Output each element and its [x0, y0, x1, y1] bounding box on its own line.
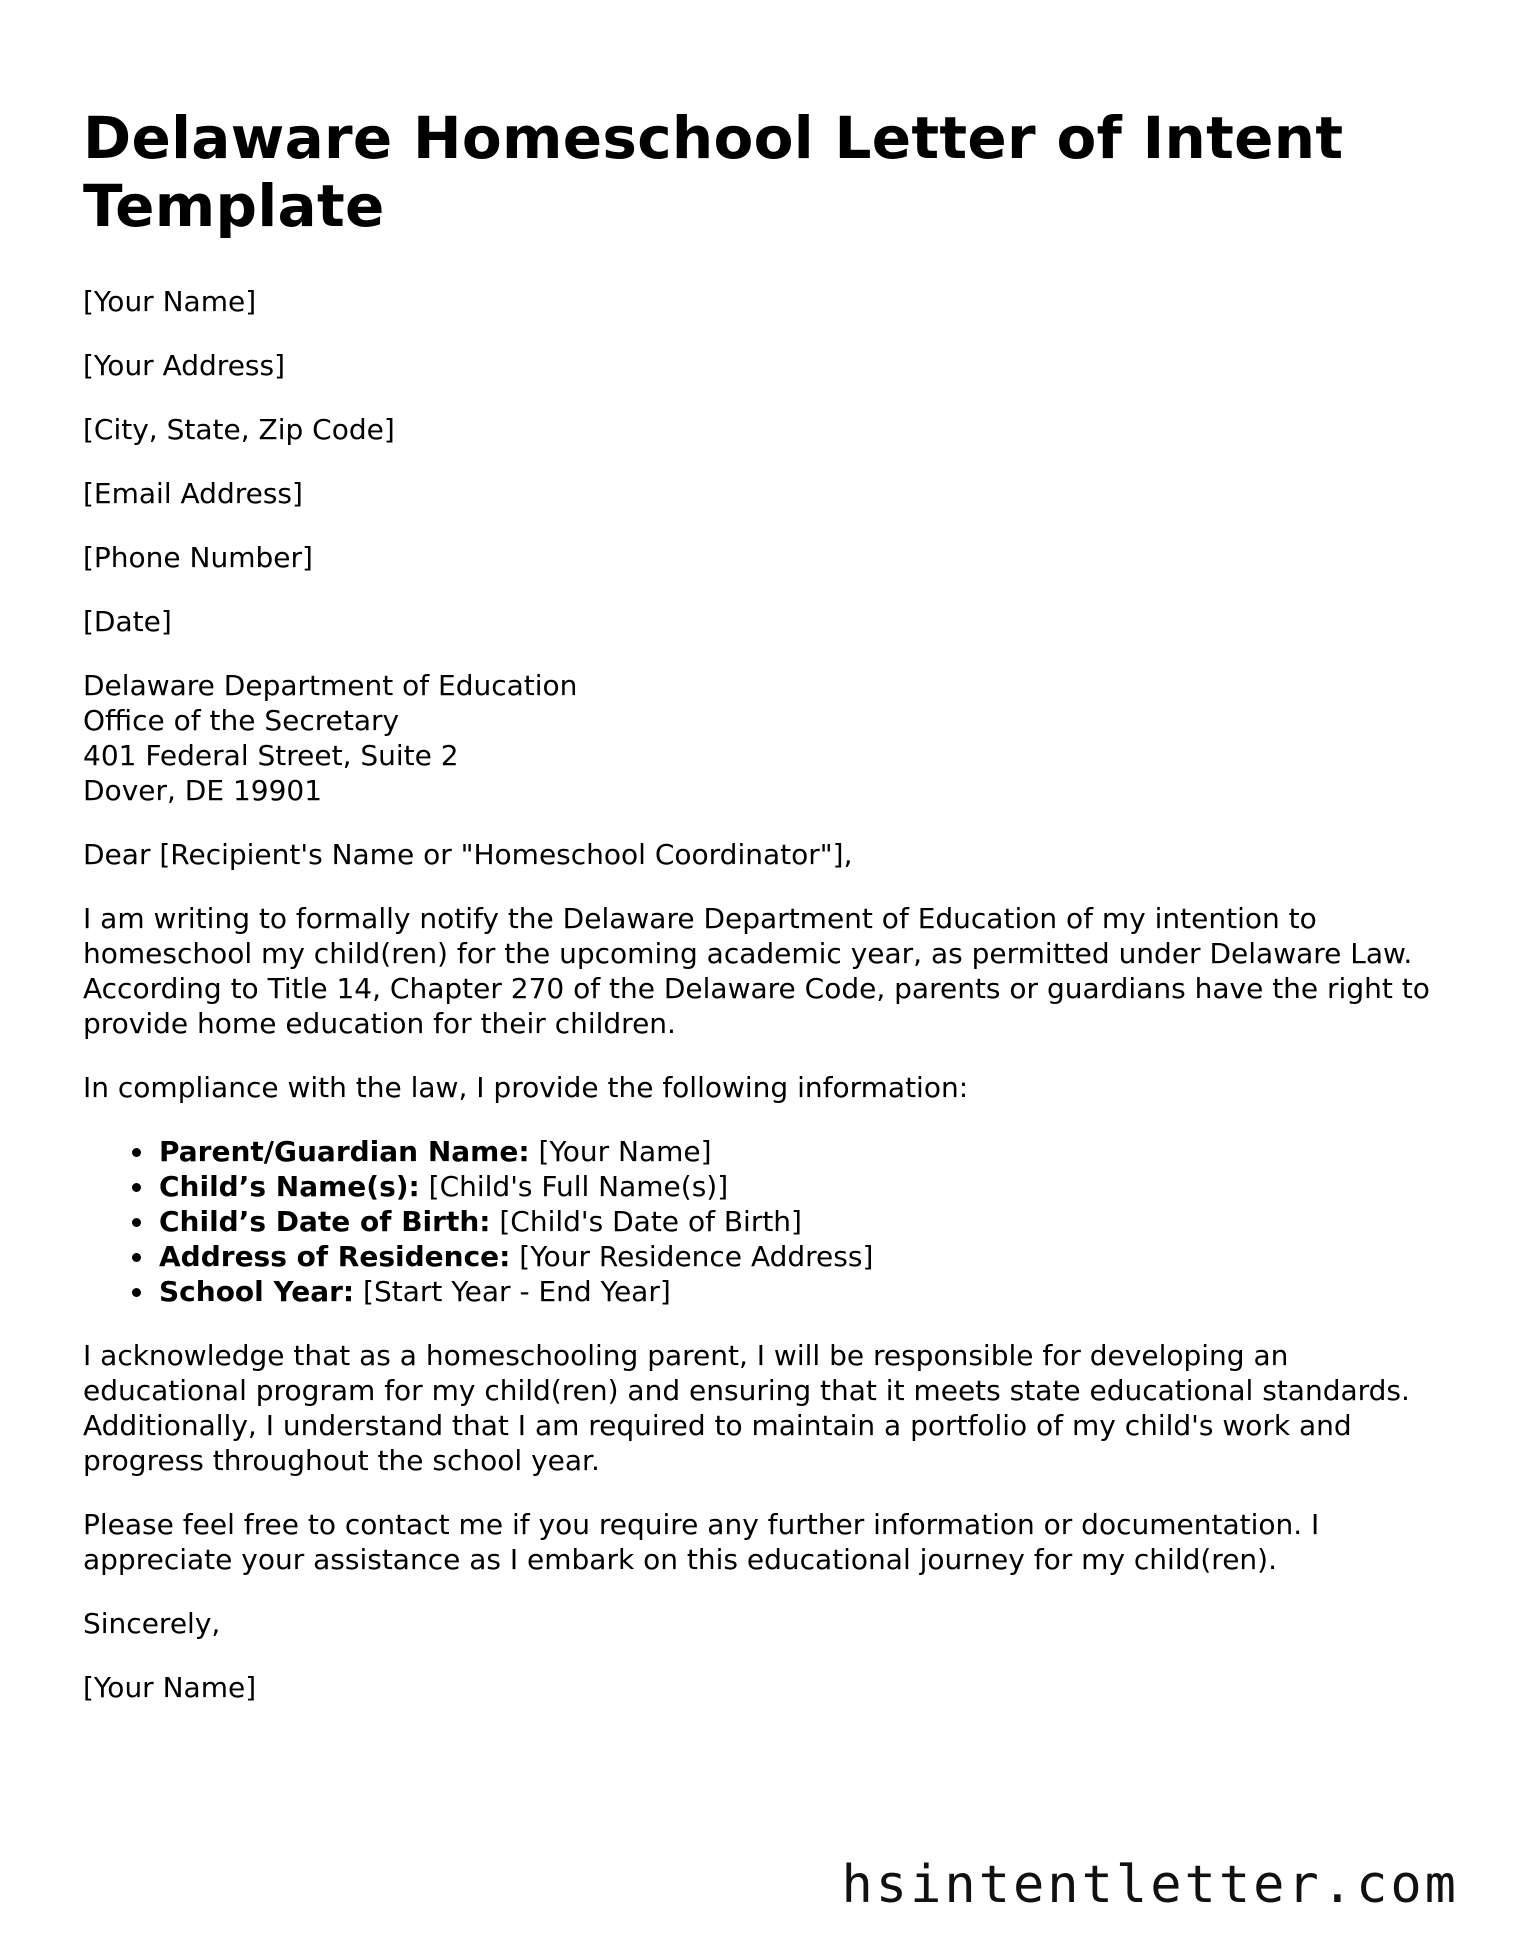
- list-item-value: [Your Name]: [538, 1135, 712, 1168]
- signature: [Your Name]: [83, 1671, 257, 1704]
- list-item-label: Parent/Guardian Name:: [159, 1135, 530, 1168]
- acknowledge-paragraph: I acknowledge that as a homeschooling parent, I will be responsible for developing an educational program for my child(ren) and ensuring that it meets state educational standards. Additionally, I understand that I am required to maintain a portfolio of my child's work and progress throughout the school year.: [83, 1339, 1410, 1477]
- sender-city-state-zip: [City, State, Zip Code]: [83, 413, 395, 446]
- list-item-value: [Child's Full Name(s)]: [428, 1170, 729, 1203]
- letter-date: [Date]: [83, 605, 172, 638]
- list-item-label: Child’s Name(s):: [159, 1170, 420, 1203]
- list-item-label: School Year:: [159, 1275, 355, 1308]
- list-item-label: Address of Residence:: [159, 1240, 511, 1273]
- recipient-city: Dover, DE 19901: [83, 774, 323, 807]
- intro-paragraph: I am writing to formally notify the Delaware Department of Education of my intention to homeschool my child(ren) for the upcoming academic year, as permitted under Delaware Law. According to Title 14, Chapter 270 of the Delaware Code, parents or guardians have the right to provide home education for their children.: [83, 902, 1430, 1040]
- salutation: Dear [Recipient's Name or "Homeschool Coordinator"],: [83, 838, 853, 871]
- closing: Sincerely,: [83, 1607, 221, 1640]
- info-list: [83, 1134, 1443, 1309]
- recipient-address: [83, 668, 1443, 808]
- compliance-paragraph: In compliance with the law, I provide the following information:: [83, 1071, 969, 1104]
- sender-phone: [Phone Number]: [83, 541, 313, 574]
- list-item-value: [Your Residence Address]: [519, 1240, 874, 1273]
- list-item-value: [Start Year - End Year]: [363, 1275, 671, 1308]
- list-item-school-year: [156, 1274, 1443, 1309]
- recipient-office: Office of the Secretary: [83, 704, 400, 737]
- footer-brand: hsintentletter.com: [841, 1855, 1459, 1915]
- contact-paragraph: Please feel free to contact me if you require any further information or documentation. I appreciate your assistance as I embark on this educational journey for my child(ren).: [83, 1508, 1320, 1576]
- recipient-street: 401 Federal Street, Suite 2: [83, 739, 459, 772]
- sender-address: [Your Address]: [83, 349, 286, 382]
- sender-name: [Your Name]: [83, 285, 257, 318]
- recipient-org: Delaware Department of Education: [83, 669, 578, 702]
- list-item-residence: [156, 1239, 1443, 1274]
- page-title: Delaware Homeschool Letter of Intent Template: [83, 104, 1344, 240]
- list-item-child-names: [156, 1169, 1443, 1204]
- letter-document: [83, 104, 1443, 1734]
- list-item-value: [Child's Date of Birth]: [499, 1205, 802, 1238]
- list-item-child-dob: [156, 1204, 1443, 1239]
- list-item-parent-name: [156, 1134, 1443, 1169]
- list-item-label: Child’s Date of Birth:: [159, 1205, 491, 1238]
- sender-email: [Email Address]: [83, 477, 303, 510]
